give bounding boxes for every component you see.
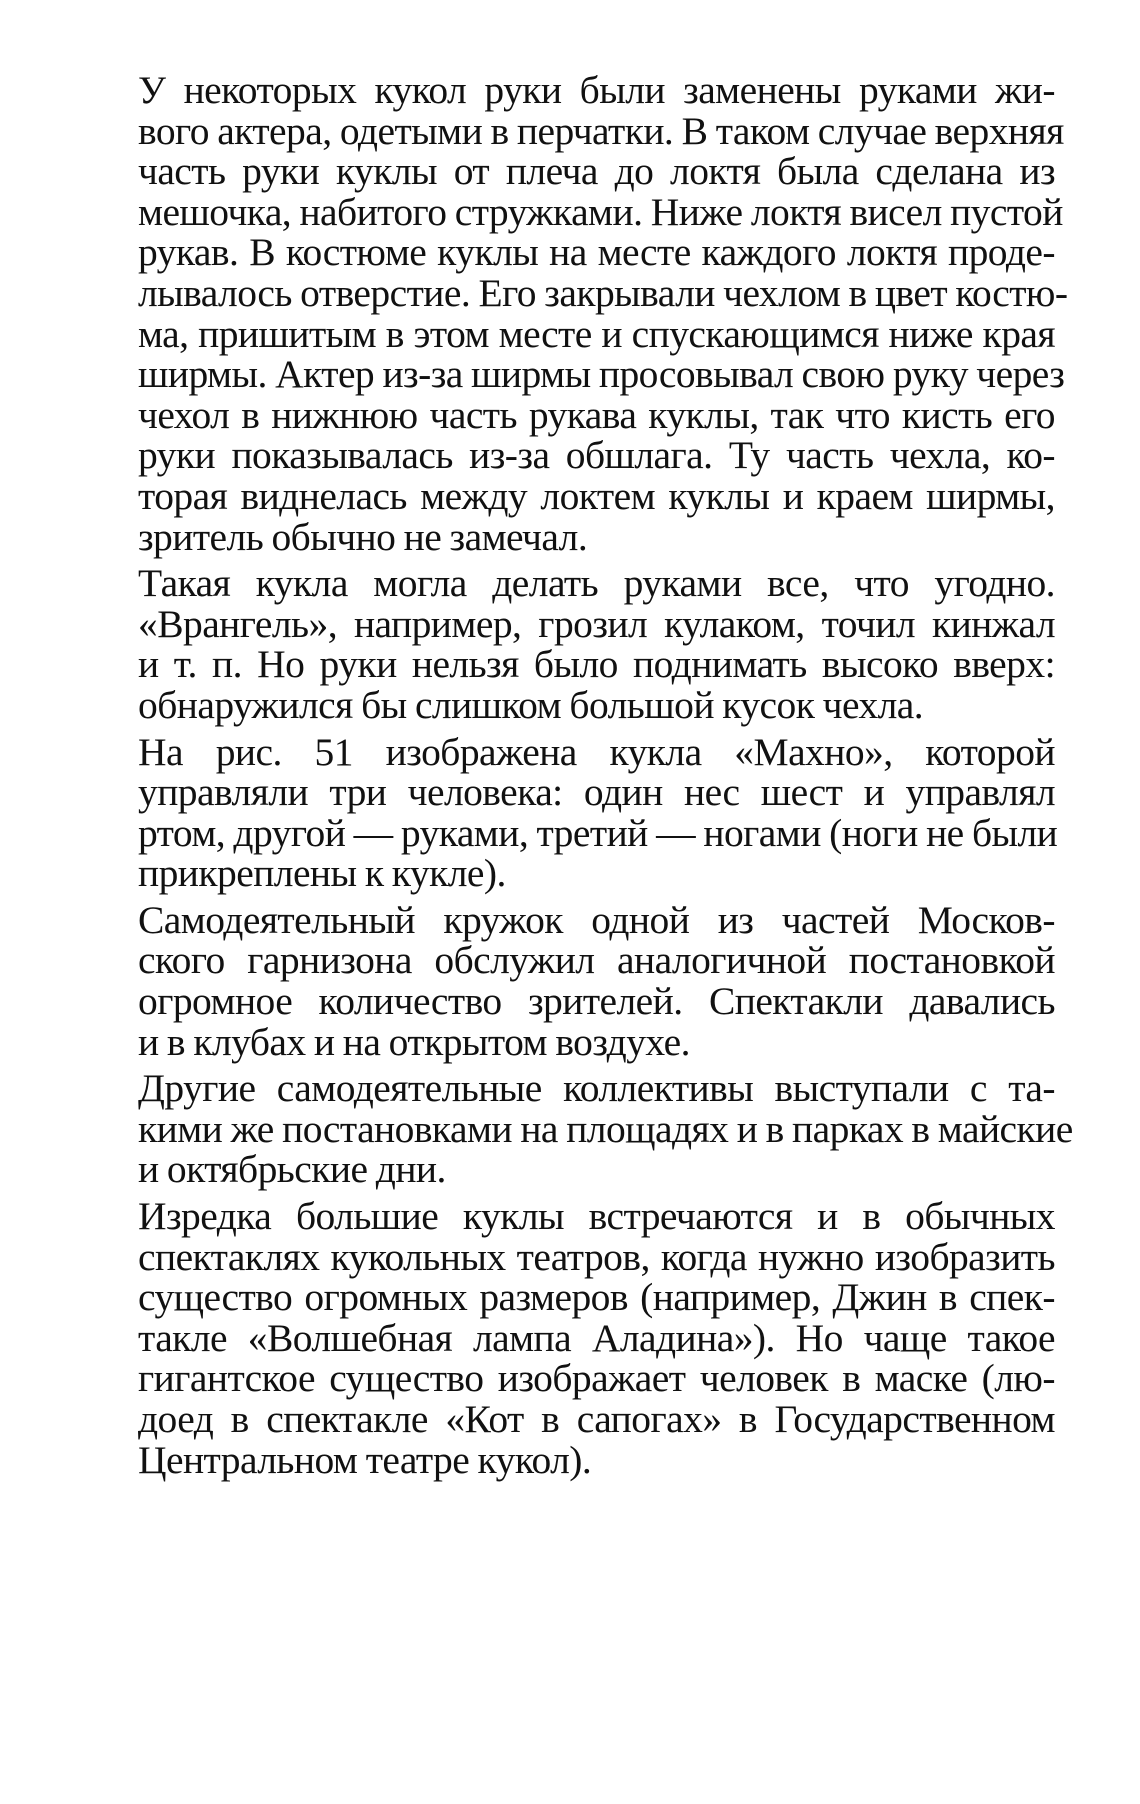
text-line: и октябрьские дни. (138, 1147, 446, 1192)
text-line: Центральном театре кукол). (138, 1437, 592, 1482)
paragraph-5 (84, 1066, 1073, 1192)
text-line: Другие самодеятельные коллективы выступали с та- (138, 1066, 1055, 1111)
text-line: У некоторых кукол руки были заменены руками жи- (138, 68, 1055, 112)
text-line: На рис. 51 изображена кукла «Махно», которой (138, 729, 1055, 774)
text-line: Самодеятельный кружок одной из частей Москов- (138, 897, 1055, 942)
text-line: руки показывалась из-за обшлага. Ту часть чехла, ко- (138, 433, 1055, 478)
text-line: доед в спектакле «Кот в сапогах» в Государственном (138, 1397, 1055, 1441)
text-line: существо огромных размеров (например, Джин в спек- (138, 1275, 1055, 1320)
text-line: ского гарнизона обслужил аналогичной постановкой (138, 938, 1055, 983)
text-line: ширмы. Актер из-за ширмы просовывал свою руку через (138, 352, 1065, 397)
text-line: Такая кукла могла делать руками все, что угодно. (138, 561, 1055, 606)
text-line: ртом, другой — руками, третий — ногами (ноги не были (138, 810, 1058, 855)
text-line: и в клубах и на открытом воздухе. (138, 1019, 690, 1064)
text-line: огромное количество зрителей. Спектакли давались (138, 979, 1055, 1024)
text-line: обнаружился бы слишком большой кусок чехла. (138, 682, 924, 727)
text-line: мешочка, набитого стружками. Ниже локтя висел пустой (138, 189, 1063, 234)
paragraph-3 (84, 729, 1058, 896)
text-line: лывалось отверстие. Его закрывали чехлом в цвет костю- (138, 270, 1068, 315)
text-line: кими же постановками на площадях и в парках в майские (138, 1106, 1073, 1151)
page-text (84, 68, 1073, 1486)
text-line: гигантское существо изображает человек в маске (лю- (138, 1356, 1055, 1401)
text-line: и т. п. Но руки нельзя было поднимать высоко вверх: (138, 642, 1055, 687)
text-line: Изредка большие куклы встречаются и в обычных (138, 1194, 1055, 1239)
text-line: рукав. В костюме куклы на месте каждого локтя проде- (138, 230, 1055, 275)
paragraph-6 (84, 1196, 1055, 1480)
text-line: торая виднелась между локтем куклы и краем ширмы, (138, 473, 1055, 518)
text-line: «Врангель», например, грозил кулаком, точил кинжал (138, 601, 1055, 646)
paragraph-4 (84, 897, 1055, 1064)
text-line: ма, пришитым в этом месте и спускающимся ниже края (138, 311, 1055, 356)
text-line: часть руки куклы от плеча до локтя была сделана из (138, 149, 1055, 194)
paragraph-1 (84, 68, 1068, 559)
text-line: спектаклях кукольных театров, когда нужно изобразить (138, 1234, 1055, 1279)
text-line: зритель обычно не замечал. (138, 514, 588, 559)
text-line: вого актера, одетыми в перчатки. В таком случае верхняя (138, 108, 1064, 153)
text-line: чехол в нижнюю часть рукава куклы, так что кисть его (138, 392, 1055, 437)
text-line: такле «Волшебная лампа Аладина»). Но чаще такое (138, 1315, 1055, 1360)
paragraph-2 (84, 563, 1055, 725)
text-line: прикреплены к кукле). (138, 851, 506, 896)
text-line: управляли три человека: один нес шест и управлял (138, 770, 1055, 815)
